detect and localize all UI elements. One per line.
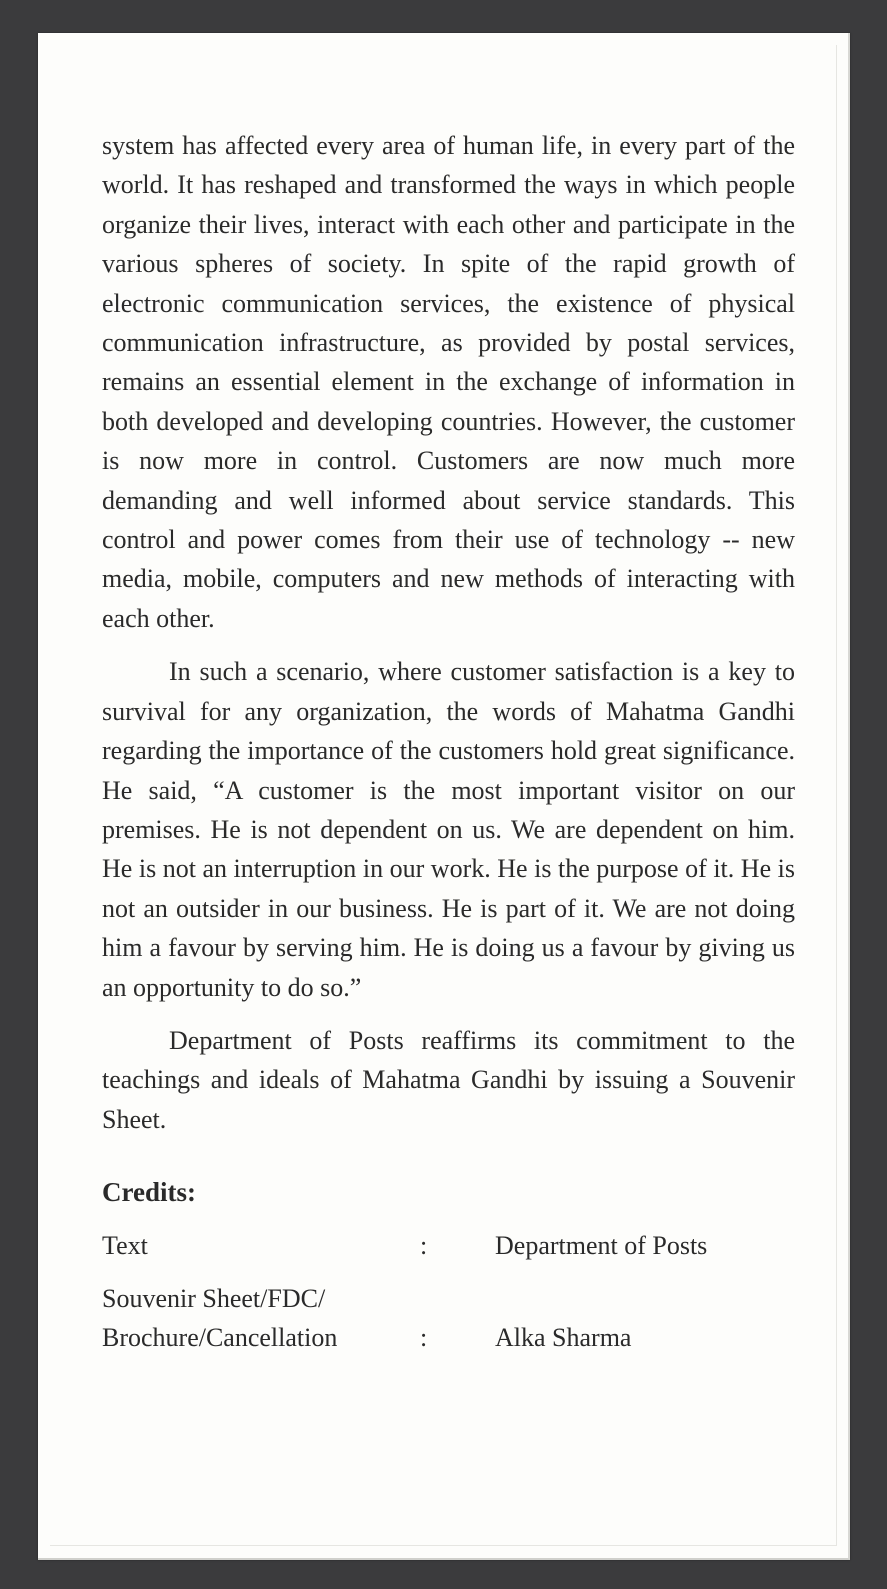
credit-value: Department of Posts bbox=[495, 1231, 708, 1261]
paragraph-gandhi-quote: In such a scenario, where customer satisfaction is a key to survival for any organization, the words of Mahatma Gandhi regarding the importance of the customers hold great significance. He said, “A customer is the most important visitor on our premises. He is not dependent on us. We are dependent on him. He is not an interruption in our work. He is the purpose of it. He is not an outsider in our business. He is part of it. We are not doing him a favour by serving him. He is doing us a favour by giving us an opportunity to do so.” bbox=[102, 657, 795, 1002]
brochure-text bbox=[102, 126, 795, 1371]
credit-colon: : bbox=[420, 1323, 428, 1353]
paragraph-intro: system has affected every area of human life, in every part of the world. It has reshaped and transformed the ways in which people organize their lives, interact with each other and participate in the various spheres of society. In spite of the rapid growth of electronic communication services, the existence of physical communication infrastructure, as provided by postal services, remains an essential element in the exchange of information in both developed and developing countries. However, the customer is now more in control. Customers are now much more demanding and well informed about service standards. This control and power comes from their use of technology -- new media, mobile, computers and new methods of interacting with each other. bbox=[102, 131, 795, 633]
credit-row-design bbox=[102, 1279, 795, 1357]
credit-label bbox=[102, 1226, 420, 1265]
credit-value: Alka Sharma bbox=[495, 1323, 632, 1353]
credits-table bbox=[102, 1226, 795, 1357]
credit-label-line: Souvenir Sheet/FDC/ bbox=[102, 1284, 326, 1314]
credit-label-line: Brochure/Cancellation bbox=[102, 1323, 338, 1353]
credit-row-text bbox=[102, 1226, 795, 1265]
credit-label bbox=[102, 1279, 420, 1357]
paragraph-commitment: Department of Posts reaffirms its commitment to the teachings and ideals of Mahatma Gandhi by issuing a Souvenir Sheet. bbox=[102, 1025, 795, 1134]
credit-colon: : bbox=[420, 1231, 428, 1261]
credit-label-line: Text bbox=[102, 1231, 148, 1261]
credits-heading: Credits: bbox=[102, 1177, 196, 1208]
